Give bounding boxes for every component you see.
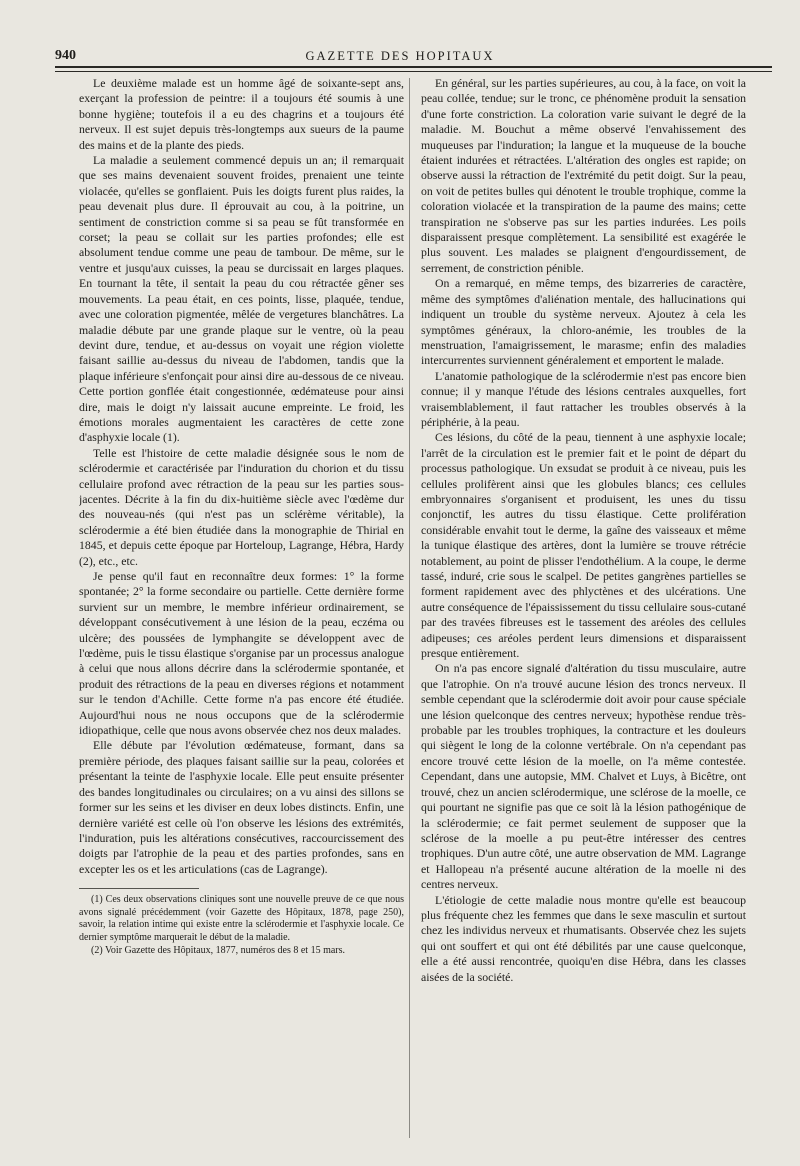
paragraph: Elle débute par l'évolution œdémateuse, formant, dans sa première période, des plaques faisant saillie sur la peau, colorées et présentant la teinte de l'asphyxie locale. Elle peut ensuite présenter des bandes longitudinales ou circulaires; on a vu ainsi des sillons se former sur les seins et les diviser en deux lobes distincts. Enfin, une dernière variété est celle où l'on observe les lésions des extrémités, l'induration, puis les altérations consécutives, raccourcissement des doigts par l'atrophie de la peau et des parties profondes, sans en excepter les os et les articulations (cas de Lagrange). (79, 738, 404, 876)
paragraph: En général, sur les parties supérieures, au cou, à la face, on voit la peau collée, tendue; sur le tronc, ce phénomène produit la sensation d'une forte constriction. La coloration varie suivant le degré de la maladie. M. Bouchut a même observé l'envahissement des muqueuses par l'induration; la langue et la muqueuse de la bouche étaient indurées et rétractées. L'altération des ongles est rapide; on observe aussi la rétraction de l'extrémité du petit doigt. Sur la peau, on voit de petites bulles qui dénotent le trouble trophique, comme la coloration violacée et la transpiration de la paume des mains; cette transpiration ne s'observe pas sur les parties indurées. Les poils disparaissent presque complètement. La sensibilité est exagérée le plus souvent. Les malades se plaignent d'engourdissement, de serrement, de constriction pénible. (421, 76, 746, 275)
page-number: 940 (55, 48, 76, 63)
paragraph: Telle est l'histoire de cette maladie désignée sous le nom de sclérodermie et caractérisée par l'induration du chorion et du tissu cellulaire profond avec rétraction de la peau sur les parties sous-jacentes. Décrite à la fin du dix-huitième siècle avec l'œdème dur des nouveau-nés (qui n'est pas un sclérème véritable), la sclérodermie a été bien étudiée dans la monographie de Thirial en 1845, et depuis cette époque par Horteloup, Lagrange, Hébra, Hardy (2), etc., etc. (79, 445, 404, 568)
footnote: (1) Ces deux observations cliniques sont une nouvelle preuve de ce que nous avons signalé précédemment (voir Gazette des Hôpitaux, 1878, page 250), savoir, la relation intime qui existe entre la sclérodermie et l'asphyxie locale. Ce dernier symptôme marquerait le début de la maladie. (79, 894, 404, 943)
footnote: (2) Voir Gazette des Hôpitaux, 1877, numéros des 8 et 15 mars. (91, 944, 346, 956)
paragraph: Le deuxième malade est un homme âgé de soixante-sept ans, exerçant la profession de peintre: il a toujours été soumis à une bonne hygiène; toutefois il a eu des chagrins et a toujours été nerveux. Il est sujet depuis très-longtemps aux sueurs de la paume des mains et de la plante des pieds. (79, 76, 404, 152)
running-title: GAZETTE DES HOPITAUX (305, 49, 495, 63)
header-rule-thin (55, 71, 772, 72)
paragraph: On n'a pas encore signalé d'altération du tissu musculaire, autre que l'atrophie. On n'a trouvé aucune lésion des troncs nerveux. Il semble cependant que la sclérodermie doit avoir pour cause spéciale une lésion quelconque des centres nerveux; hypothèse rendue très-probable par les troubles trophiques, la contracture et les douleurs qui siègent le long de la colonne vertébrale. On n'a cependant pas encore trouvé cette lésion de la moelle, on l'a même contestée. Cependant, dans une autopsie, MM. Chalvet et Luys, à Bicêtre, ont trouvé, chez un ancien sclérodermique, une sclérose de la moelle, ce qui pourtant ne signifie pas que ce soit là la lésion pathogénique de la sclérodermie; ce fait permet seulement de supposer que la sclérose de la moelle a pu peut-être intéresser des centres trophiques. D'un autre côté, une autre observation de MM. Lagrange et Hallopeau n'a présenté aucune altération de la moelle ni des centres nerveux. (421, 661, 746, 892)
left-column (79, 76, 404, 1154)
paragraph: L'étiologie de cette maladie nous montre qu'elle est beaucoup plus fréquente chez les femmes que dans le sexe masculin et surtout chez les individus nerveux et rhumatisants. Observée chez les sujets qui ont souffert et qui ont été débilités par une cause quelconque, elle a été aussi rencontrée, quoiqu'en dise Hébra, dans les classes aisées de la société. (421, 892, 746, 984)
paragraph: L'anatomie pathologique de la sclérodermie n'est pas encore bien connue; il y manque l'étude des lésions centrales auxquelles, fort vraisemblablement, il faut rattacher les troubles observés à la périphérie, à la peau. (421, 368, 746, 429)
right-column (421, 76, 746, 1154)
paragraph: Ces lésions, du côté de la peau, tiennent à une asphyxie locale; l'arrêt de la circulation est le premier fait et le point de départ du processus pathologique. Un exsudat se produit à ce niveau, puis les cellules prolifèrent ainsi que les globules blancs; ces cellules embryonnaires s'organisent et produisent, les unes du tissu conjonctif, les autres du tissu élastique. Cette prolifération considérable envahit tout le derme, la gaîne des vaisseaux et même la tunique élastique des artères, dont la lumière se trouve rétrécie notablement, au point de plisser l'endothélium. A la coupe, le derme tassé, induré, crie sous le scalpel. De petites gangrènes partielles se forment rapidement avec des phlyctènes et des ulcérations. Une autre conséquence de l'épaississement du tissu cellulaire sous-cutané par des travées fibreuses est le tassement des aréoles des cellules adipeuses; ces aréoles perdent leurs dimensions et disparaissent presque entièrement. (421, 430, 746, 661)
footnote-rule (79, 888, 199, 889)
paragraph: La maladie a seulement commencé depuis un an; il remarquait que ses mains devenaient souvent froides, prenaient une teinte violacée, qu'elles se gonflaient. Puis les doigts furent plus raides, la peau devenait plus dure. Il éprouvait au cou, à la poitrine, un sentiment de constriction comme si sa peau se fût transformée en corset; la peau se collait sur les parties profondes; elle est absolument tendue comme une peau de tambour. De même, sur le ventre et jusqu'aux cuisses, la peau se durcissait en larges plaques. En tournant la tête, il sentait la peau du cou rétractée gêner ses mouvements. La peau était, en ces points, lisse, plaquée, tendue, avec une coloration pigmentée, mêlée de vergetures blanchâtres. La maladie débute par une grande plaque sur le ventre, où la peau devint dure, tendue, et au-dessus on voyait une région violette faisant saillie au-dessus du niveau de l'abdomen, tandis que la plaque inférieure s'enfonçait pour ainsi dire au-dessous de ce niveau. Cette portion gonflée était congestionnée, œdémateuse pour ainsi dire, mais le doigt n'y laissait aucune empreinte. Le froid, les émotions morales augmentaient les caractères de cette zone d'asphyxie locale (1). (79, 153, 404, 445)
column-divider (409, 78, 410, 1138)
footnotes (79, 894, 404, 957)
paragraph: Je pense qu'il faut en reconnaître deux formes: 1° la forme spontanée; 2° la forme secondaire ou partielle. Cette dernière forme survient sur un membre, le membre inférieur ordinairement, se développant consécutivement à une lésion de la peau, eczéma ou ulcère; des poussées de lymphangite se développent avec de l'œdème, puis le tissu élastique s'organise par un processus analogue à celui que nous allons décrire dans la sclérodermie spontanée, et produit des rétractions de la peau en diverses régions et notamment sur le tendon d'Achille. Cette forme n'a pas encore été étudiée. Aujourd'hui nous ne nous occupons que de la sclérodermie idiopathique, celle que nous avons observée chez nos deux malades. (79, 569, 404, 738)
paragraph: On a remarqué, en même temps, des bizarreries de caractère, même des symptômes d'aliénation mentale, des hallucinations qui indiquent un trouble du système nerveux. Ajoutez à cela les symptômes généraux, la chloro-anémie, les troubles de la menstruation, l'amaigrissement, le marasme; enfin des maladies intercurrentes surviennent généralement et emportent le malade. (421, 276, 746, 368)
header-rule-thick (55, 66, 772, 68)
